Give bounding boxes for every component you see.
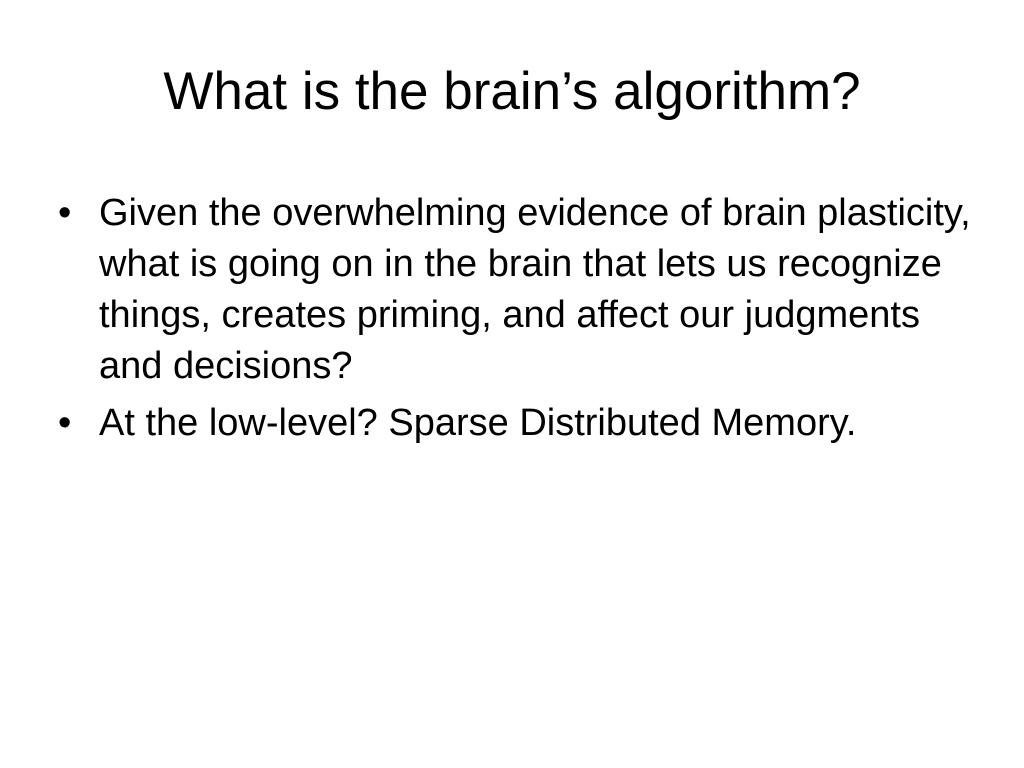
bullet-text: Given the overwhelming evidence of brain plasticity, what is going on in the brain that lets us recognize things, creates priming, and affect our judgments and decisions? (99, 192, 971, 387)
bullet-list (58, 188, 978, 455)
bullet-text: At the low-level? Sparse Distributed Memory. (99, 402, 857, 444)
bullet-item (58, 398, 978, 449)
bullet-icon: • (58, 402, 72, 444)
bullet-icon: • (58, 192, 72, 234)
slide-title: What is the brain’s algorithm? (163, 62, 861, 121)
bullet-item (58, 188, 978, 392)
